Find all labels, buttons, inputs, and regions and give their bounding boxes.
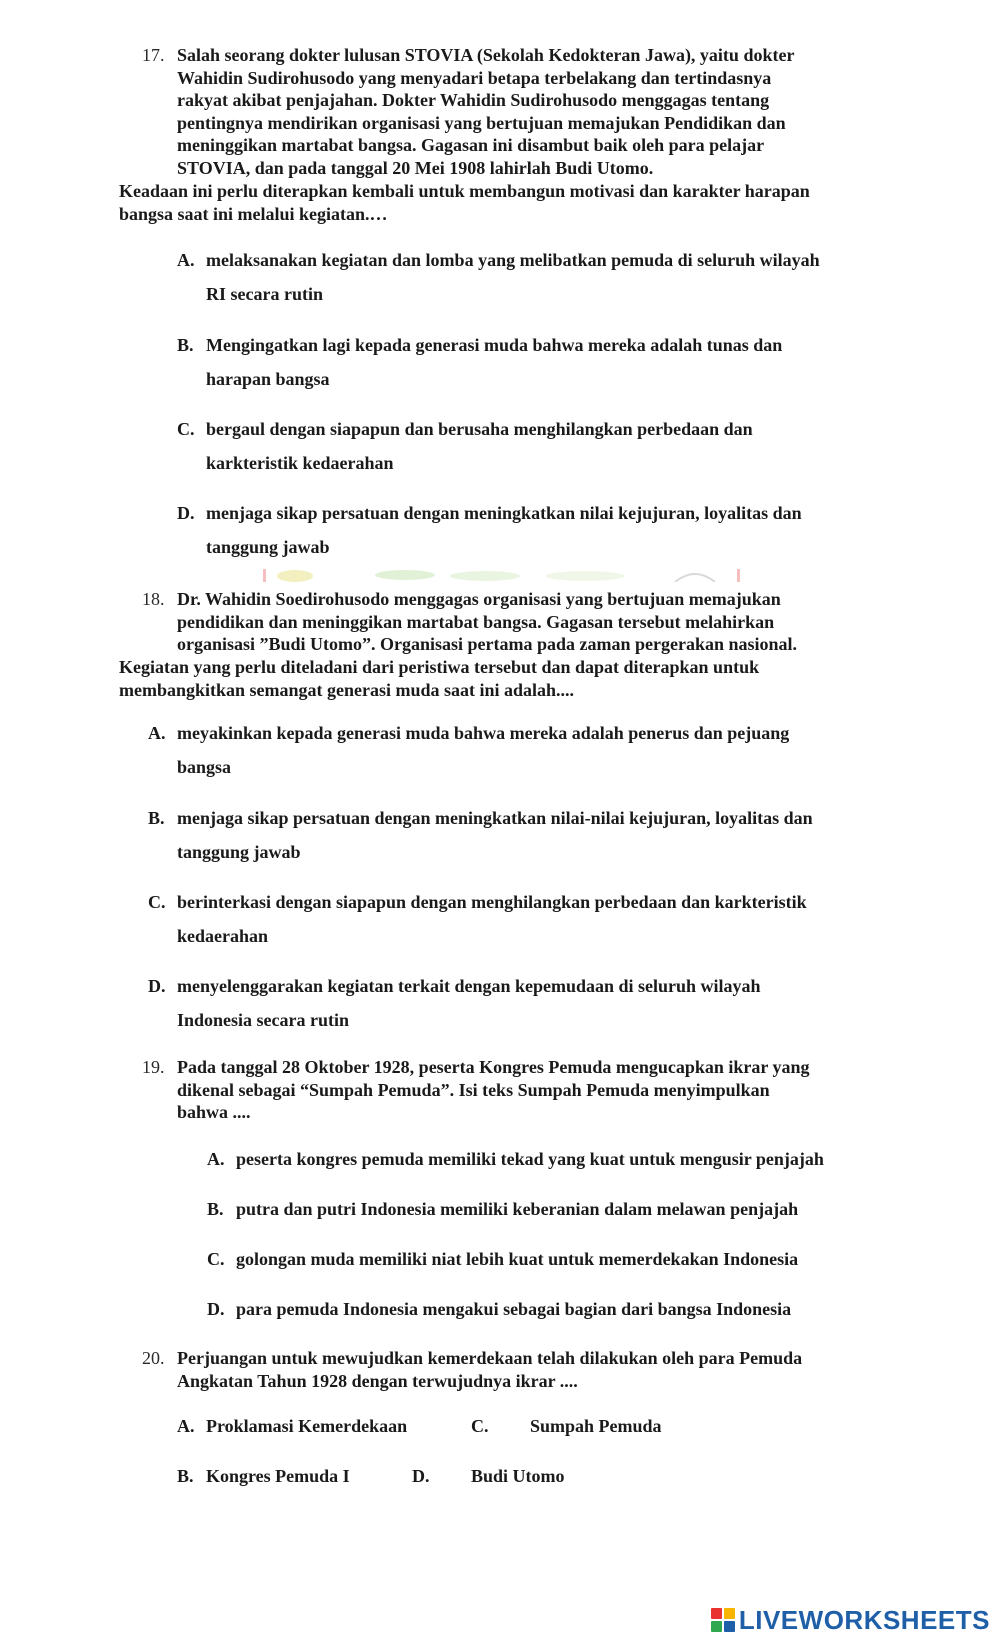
background-watermark bbox=[255, 566, 755, 582]
lead-line: membangkitkan semangat generasi muda saat ini adalah.... bbox=[119, 679, 575, 700]
option-line: menjaga sikap persatuan dengan meningkatkan nilai-nilai kejujuran, loyalitas dan bbox=[177, 808, 813, 828]
question-lead bbox=[119, 180, 810, 225]
option-text: Budi Utomo bbox=[471, 1466, 565, 1486]
option-letter: B. bbox=[148, 808, 165, 828]
logo-text: LIVEWORKSHEETS bbox=[738, 1604, 990, 1635]
option-line: melaksanakan kegiatan dan lomba yang melibatkan pemuda di seluruh wilayah bbox=[206, 250, 820, 270]
question-text bbox=[177, 588, 797, 656]
option-letter: C. bbox=[471, 1416, 489, 1436]
option-line: meyakinkan kepada generasi muda bahwa mereka adalah penerus dan pejuang bbox=[177, 723, 790, 743]
option-letter: A. bbox=[207, 1149, 225, 1169]
option-letter: A. bbox=[177, 1416, 195, 1436]
question-line: Pada tanggal 28 Oktober 1928, peserta Kongres Pemuda mengucapkan ikrar yang bbox=[177, 1057, 810, 1077]
question-line: pentingnya mendirikan organisasi yang bertujuan memajukan Pendidikan dan bbox=[177, 112, 786, 133]
option-line: tanggung jawab bbox=[177, 842, 301, 862]
option-text: para pemuda Indonesia mengakui sebagai bagian dari bangsa Indonesia bbox=[236, 1299, 792, 1319]
option-line: harapan bangsa bbox=[206, 369, 330, 389]
question-line: organisasi ”Budi Utomo”. Organisasi pertama pada zaman pergerakan nasional. bbox=[177, 634, 798, 655]
option-letter: D. bbox=[148, 976, 166, 996]
option-letter: B. bbox=[177, 335, 194, 355]
option-line: Indonesia secara rutin bbox=[177, 1010, 350, 1030]
option-line: bangsa bbox=[177, 757, 232, 777]
option-letter: C. bbox=[207, 1249, 225, 1269]
option-letter: B. bbox=[207, 1199, 224, 1219]
question-line: rakyat akibat penjajahan. Dokter Wahidin Sudirohusodo menggagas tentang bbox=[177, 90, 770, 111]
option-line: Mengingatkan lagi kepada generasi muda bahwa mereka adalah tunas dan bbox=[206, 335, 783, 355]
option-letter: B. bbox=[177, 1466, 194, 1486]
question-line: Wahidin Sudirohusodo yang menyadari betapa terbelakang dan tertindasnya bbox=[177, 67, 772, 88]
liveworksheets-logo[interactable] bbox=[711, 1605, 990, 1635]
option-letter: D. bbox=[177, 503, 195, 523]
question-line: Dr. Wahidin Soedirohusodo menggagas organisasi yang bertujuan memajukan bbox=[177, 589, 781, 609]
option-text: putra dan putri Indonesia memiliki keberanian dalam melawan penjajah bbox=[236, 1199, 799, 1219]
option-line: bergaul dengan siapapun dan berusaha menghilangkan perbedaan dan bbox=[206, 419, 753, 439]
option-letter: A. bbox=[177, 250, 195, 270]
question-number: 20. bbox=[142, 1348, 165, 1368]
question-line: meninggikan martabat bangsa. Gagasan ini disambut baik oleh para pelajar bbox=[177, 135, 765, 156]
question-line: Salah seorang dokter lulusan STOVIA (Sekolah Kedokteran Jawa), yaitu dokter bbox=[177, 45, 795, 65]
option-line: menyelenggarakan kegiatan terkait dengan kepemudaan di seluruh wilayah bbox=[177, 976, 761, 996]
question-line: Angkatan Tahun 1928 dengan terwujudnya ikrar .... bbox=[177, 1370, 578, 1391]
question-line: pendidikan dan meninggikan martabat bangsa. Gagasan tersebut melahirkan bbox=[177, 611, 775, 632]
option-letter: C. bbox=[148, 892, 166, 912]
option-letter: C. bbox=[177, 419, 195, 439]
logo-square bbox=[724, 1608, 735, 1619]
lead-line: Keadaan ini perlu diterapkan kembali untuk membangun motivasi dan karakter harapan bbox=[119, 181, 810, 201]
question-line: dikenal sebagai “Sumpah Pemuda”. Isi teks Sumpah Pemuda menyimpulkan bbox=[177, 1079, 770, 1100]
logo-square bbox=[711, 1608, 722, 1619]
lead-line: Kegiatan yang perlu diteladani dari peristiwa tersebut dan dapat diterapkan untuk bbox=[119, 657, 760, 677]
question-lead bbox=[119, 656, 759, 701]
option-letter: A. bbox=[148, 723, 166, 743]
lead-line: bangsa saat ini melalui kegiatan.… bbox=[119, 203, 388, 224]
question-line: bahwa .... bbox=[177, 1102, 251, 1123]
option-line: kedaerahan bbox=[177, 926, 269, 946]
logo-icon bbox=[711, 1608, 735, 1632]
option-letter: D. bbox=[412, 1466, 430, 1486]
question-number: 17. bbox=[142, 45, 165, 65]
logo-square bbox=[711, 1621, 722, 1632]
option-line: berinterkasi dengan siapapun dengan menghilangkan perbedaan dan karkteristik bbox=[177, 892, 807, 912]
logo-square bbox=[724, 1621, 735, 1632]
option-line: karkteristik kedaerahan bbox=[206, 453, 394, 473]
option-text: Kongres Pemuda I bbox=[206, 1466, 350, 1486]
question-number: 19. bbox=[142, 1057, 165, 1077]
option-text: Proklamasi Kemerdekaan bbox=[206, 1416, 408, 1436]
option-line: menjaga sikap persatuan dengan meningkatkan nilai kejujuran, loyalitas dan bbox=[206, 503, 802, 523]
option-text: peserta kongres pemuda memiliki tekad yang kuat untuk mengusir penjajah bbox=[236, 1149, 824, 1169]
question-number: 18. bbox=[142, 589, 165, 609]
question-text bbox=[177, 1056, 810, 1124]
question-text bbox=[177, 44, 794, 180]
option-letter: D. bbox=[207, 1299, 225, 1319]
question-line: Perjuangan untuk mewujudkan kemerdekaan telah dilakukan oleh para Pemuda bbox=[177, 1348, 803, 1368]
option-text: Sumpah Pemuda bbox=[530, 1416, 662, 1436]
option-text: golongan muda memiliki niat lebih kuat untuk memerdekakan Indonesia bbox=[236, 1249, 799, 1269]
option-line: RI secara rutin bbox=[206, 284, 323, 304]
option-line: tanggung jawab bbox=[206, 537, 330, 557]
question-line: STOVIA, dan pada tanggal 20 Mei 1908 lahirlah Budi Utomo. bbox=[177, 157, 654, 178]
question-text bbox=[177, 1347, 802, 1392]
